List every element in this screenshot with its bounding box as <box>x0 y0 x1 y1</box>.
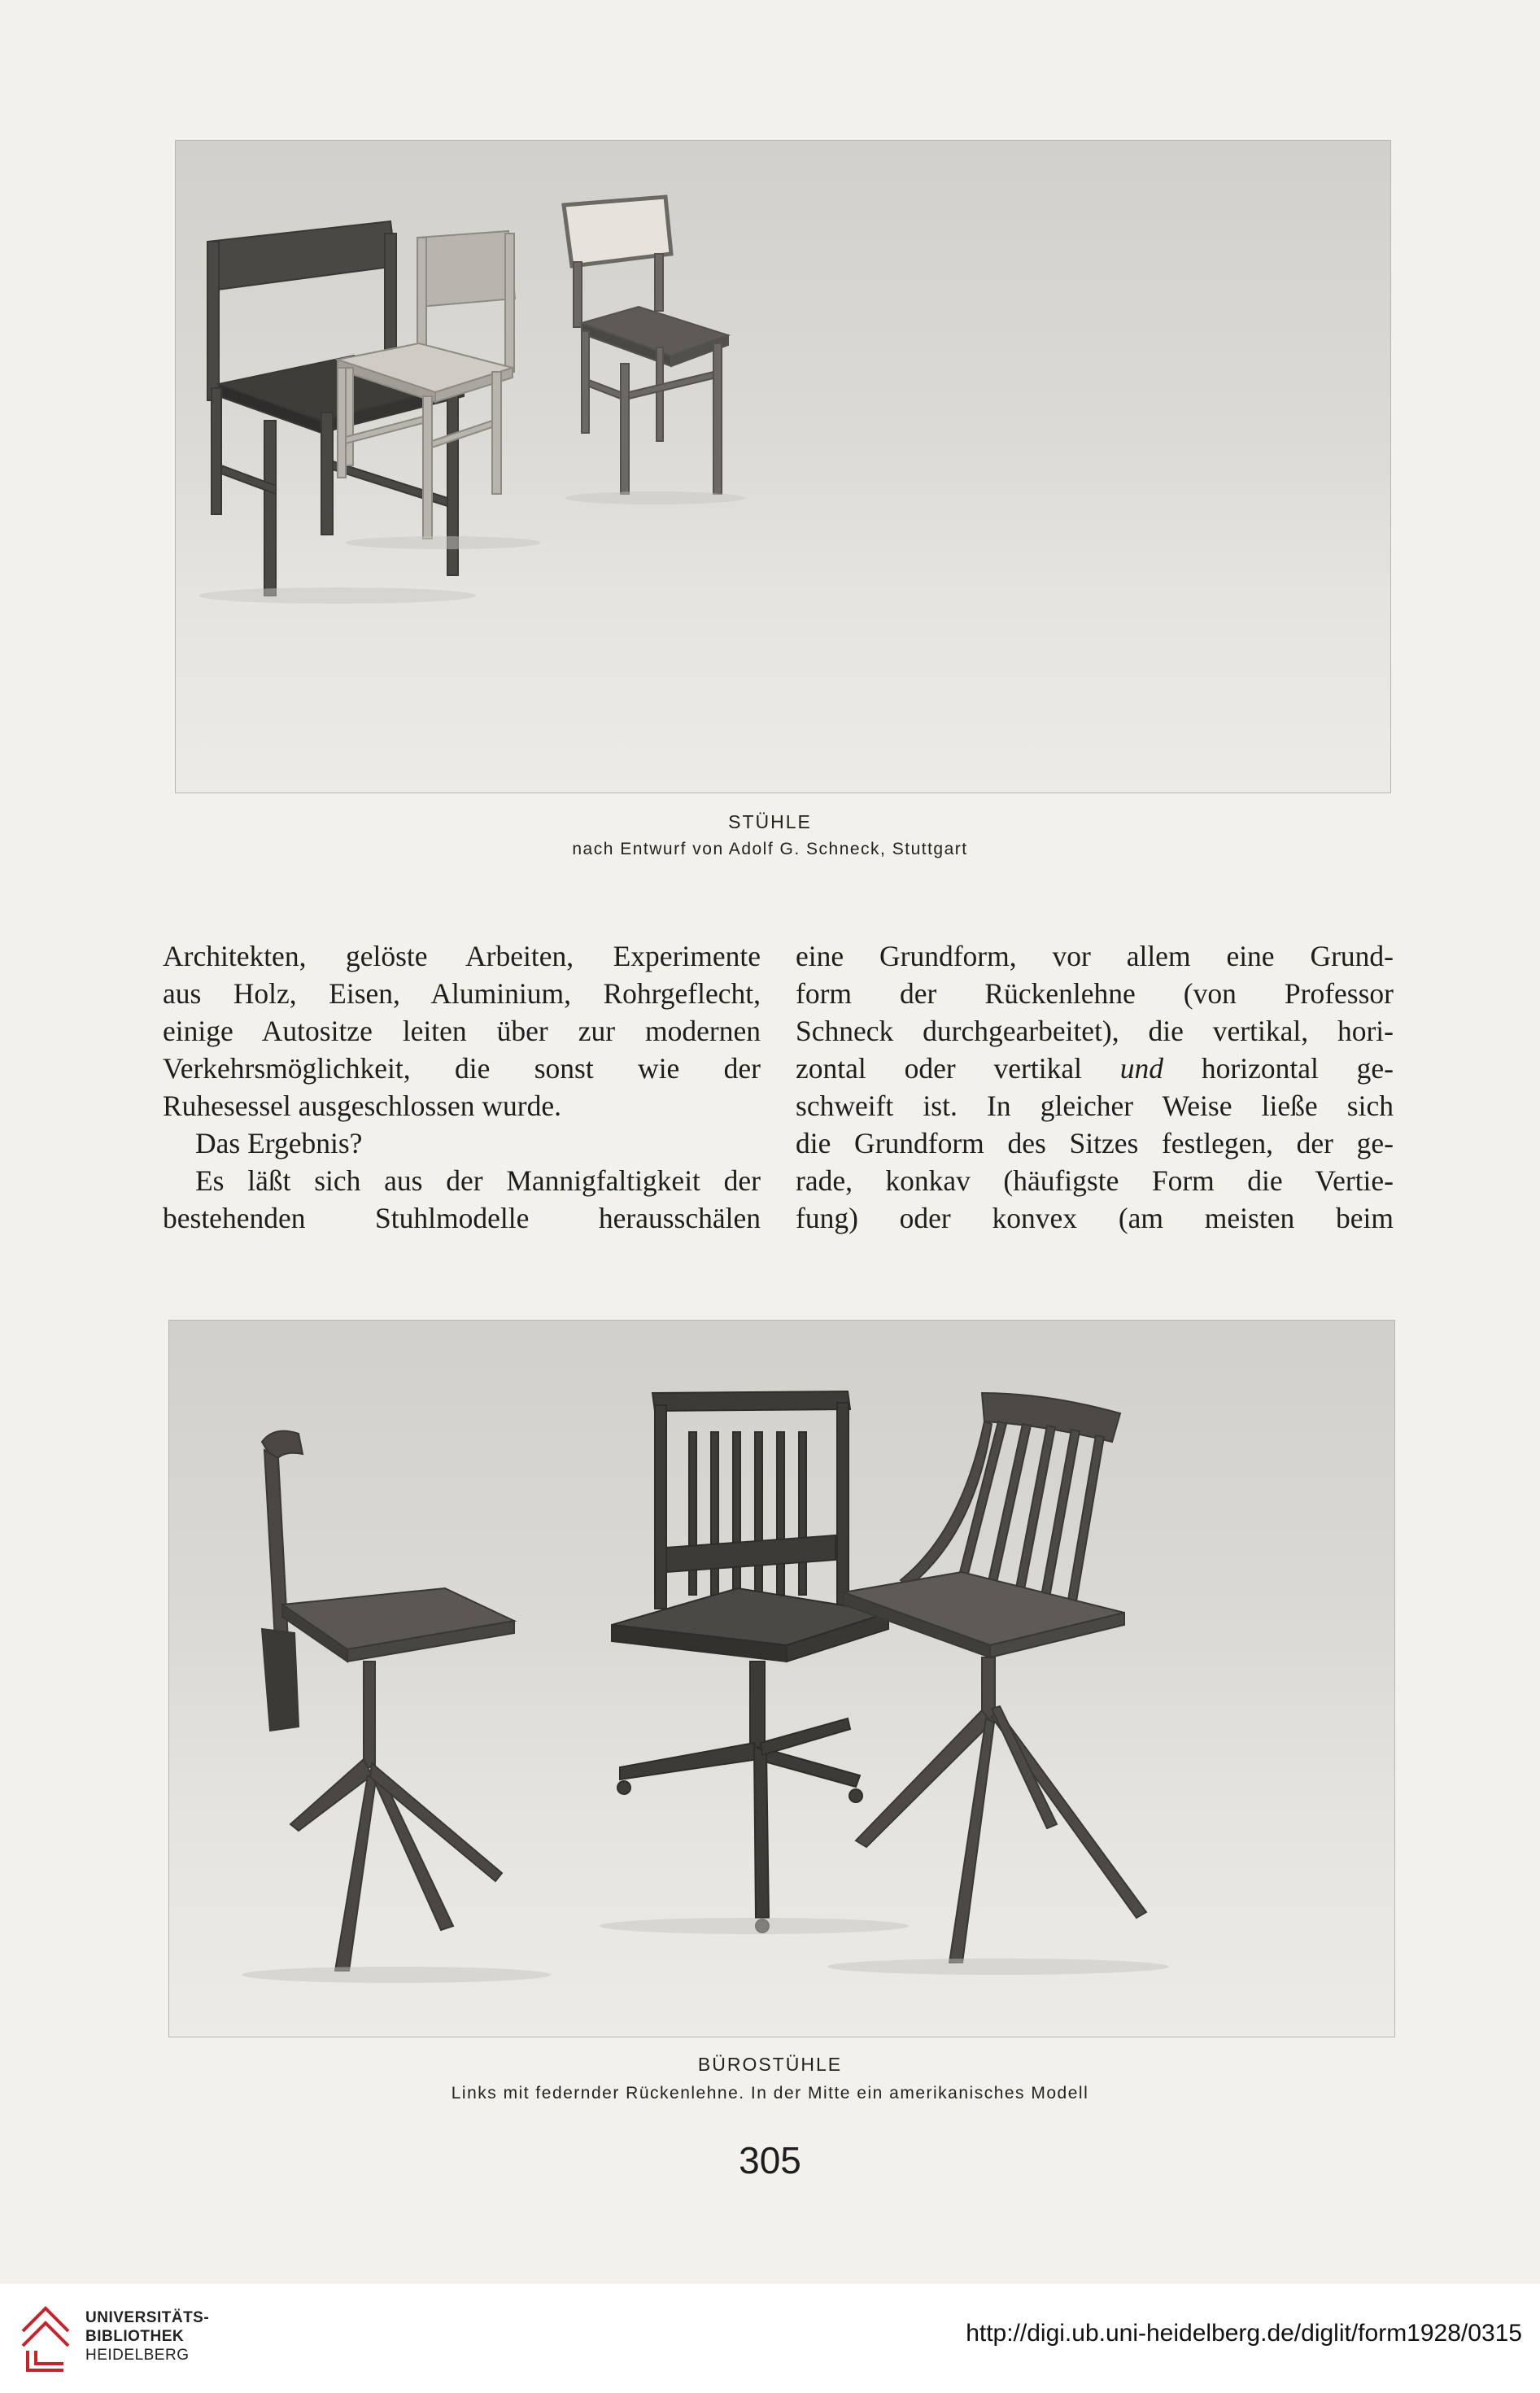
office-chair-middle <box>612 1391 888 1932</box>
source-url-link[interactable]: http://digi.ub.uni-heidelberg.de/diglit/form1928/0315 <box>966 2320 1522 2347</box>
photo-chairs <box>175 140 1391 793</box>
emphasis-und: und <box>1119 1052 1164 1085</box>
text-line: form der Rückenlehne (von Professor <box>796 977 1394 1010</box>
figure-top-title: STÜHLE <box>728 811 812 832</box>
text-line: eine Grundform, vor allem eine Grund- <box>796 940 1394 972</box>
library-name-line: BIBLIOTHEK <box>85 2328 185 2345</box>
office-chair-left <box>262 1431 514 1971</box>
text-line: die Grundform des Sitzes festlegen, der ge- <box>796 1127 1394 1159</box>
library-name-line: HEIDELBERG <box>85 2347 190 2364</box>
figure-bottom-subtitle: Links mit federnder Rückenlehne. In der Mitte ein amerikanisches Modell <box>451 2084 1089 2103</box>
text-fragment: horizontal ge- <box>1201 1052 1394 1085</box>
text-line: bestehenden Stuhlmodelle herausschälen <box>163 1202 761 1234</box>
text-line <box>796 1050 1394 1087</box>
library-logo-icon <box>16 2300 75 2377</box>
photo-office-chairs <box>168 1320 1395 2037</box>
office-chair-right <box>844 1393 1146 1963</box>
text-line: Architekten, gelöste Arbeiten, Experimente <box>163 940 761 972</box>
library-name <box>85 2308 209 2365</box>
text-line: Ruhesessel ausgeschlossen wurde. <box>163 1090 561 1122</box>
footer-bar <box>0 2284 1540 2393</box>
page-number: 305 <box>739 2139 801 2181</box>
text-line: rade, konkav (häufigste Form die Vertie- <box>796 1164 1394 1197</box>
text-line: einige Autositze leiten über zur modernen <box>163 1015 761 1047</box>
text-line: Es läßt sich aus der Mannigfaltigkeit der <box>195 1164 761 1197</box>
text-column-left <box>163 937 761 1237</box>
text-fragment: zontal oder vertikal <box>796 1052 1082 1085</box>
chairs-illustration <box>175 140 1391 793</box>
library-name-line: UNIVERSITÄTS- <box>85 2309 210 2326</box>
text-line: Verkehrsmöglichkeit, die sonst wie der <box>163 1052 761 1085</box>
figure-bottom-title: BÜROSTÜHLE <box>697 2054 843 2075</box>
text-line: fung) oder konvex (am meisten beim <box>796 1202 1394 1234</box>
text-line: aus Holz, Eisen, Aluminium, Rohrgeflecht, <box>163 977 761 1010</box>
office-chairs-illustration <box>168 1320 1395 2037</box>
chair-cane <box>564 197 728 494</box>
text-line: Das Ergebnis? <box>195 1127 363 1159</box>
text-line: Schneck durchgearbeitet), die vertikal, hori- <box>796 1015 1394 1047</box>
text-column-right <box>796 937 1394 1237</box>
text-line: schweift ist. In gleicher Weise ließe sich <box>796 1090 1394 1122</box>
figure-top-subtitle: nach Entwurf von Adolf G. Schneck, Stuttgart <box>572 840 968 858</box>
